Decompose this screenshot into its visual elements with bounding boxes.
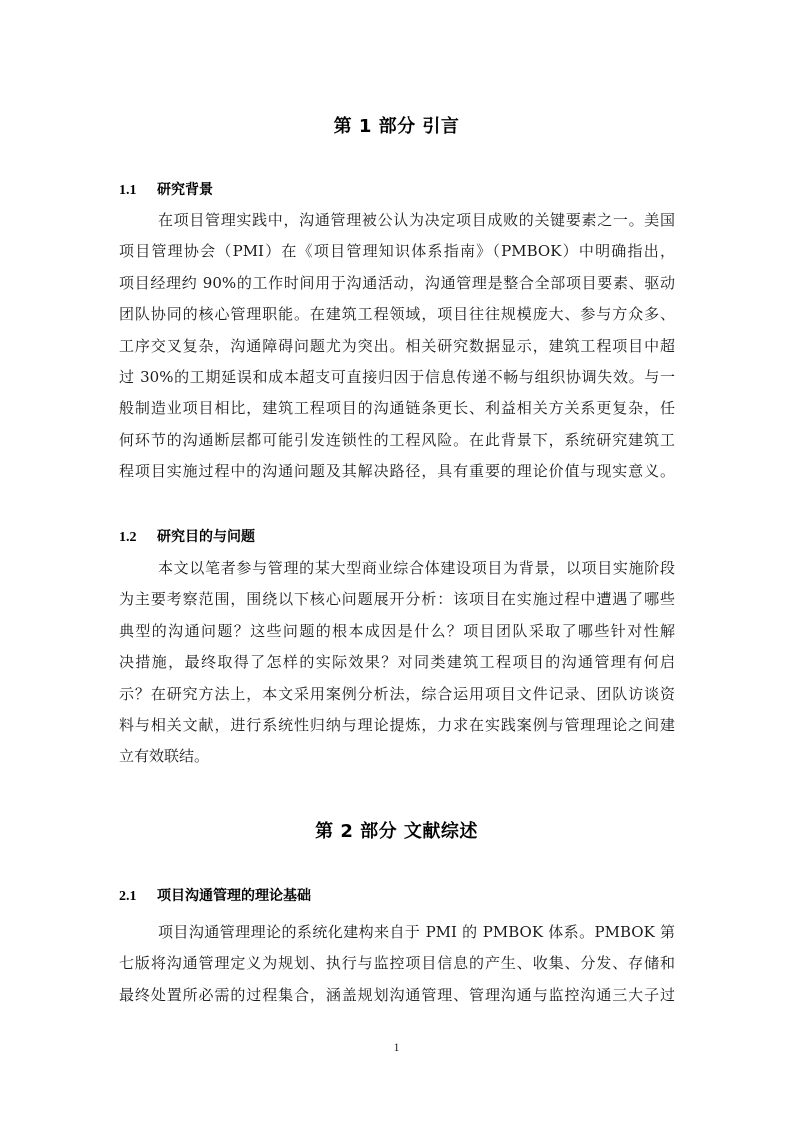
section-1-2-heading [119, 527, 255, 548]
paragraph-line: 立有效联结。 [119, 747, 210, 766]
paragraph-line: 程项目实施过程中的沟通问题及其解决路径，具有重要的理论价值与现实意义。 [119, 462, 675, 481]
paragraph-line: 过 30%的工期延误和成本超支可直接归因于信息传递不畅与组织协调失效。与一 [119, 367, 675, 386]
section-title: 项目沟通管理的理论基础 [157, 888, 311, 904]
chapter-1-title: 第 1 部分 引言 [333, 116, 460, 137]
paragraph-line: 项目经理约 90%的工作时间用于沟通活动，沟通管理是整合全部项目要素、驱动 [119, 273, 675, 292]
paragraph-line: 般制造业项目相比，建筑工程项目的沟通链条更长、利益相关方关系更复杂，任 [119, 399, 675, 418]
section-1-2-paragraph [119, 553, 675, 773]
paragraph-line: 项目管理协会（PMI）在《项目管理知识体系指南》（PMBOK）中明确指出， [119, 242, 675, 261]
section-2-1-heading [119, 886, 311, 907]
section-title: 研究目的与问题 [157, 529, 255, 545]
paragraph-line: 在项目管理实践中，沟通管理被公认为决定项目成败的关键要素之一。美国 [158, 211, 675, 229]
section-number: 2.1 [119, 889, 137, 904]
paragraph-line: 料与相关文献，进行系统性归纳与理论提炼，力求在实践案例与管理理论之间建 [119, 715, 675, 734]
section-number: 1.2 [119, 530, 137, 545]
paragraph-line: 为主要考察范围，围绕以下核心问题展开分析：该项目在实施过程中遭遇了哪些 [119, 590, 675, 609]
paragraph-line: 本文以笔者参与管理的某大型商业综合体建设项目为背景，以项目实施阶段 [158, 559, 675, 577]
paragraph-line: 最终处置所必需的过程集合，涵盖规划沟通管理、管理沟通与监控沟通三大子过 [119, 985, 675, 1004]
paragraph-line: 项目沟通管理理论的系统化建构来自于 PMI 的 PMBOK 体系。PMBOK 第 [158, 923, 675, 941]
paragraph-line: 团队协同的核心管理职能。在建筑工程领域，项目往往规模庞大、参与方众多、 [119, 305, 675, 324]
page-number: 1 [393, 1040, 400, 1054]
section-number: 1.1 [119, 183, 137, 198]
paragraph-line: 工序交叉复杂，沟通障碍问题尤为突出。相关研究数据显示，建筑工程项目中超 [119, 336, 675, 355]
paragraph-line: 示？在研究方法上，本文采用案例分析法，综合运用项目文件记录、团队访谈资 [119, 684, 675, 703]
section-1-1-heading [119, 180, 213, 201]
section-1-1-paragraph [119, 205, 675, 488]
paragraph-line: 决措施，最终取得了怎样的实际效果？对同类建筑工程项目的沟通管理有何启 [119, 653, 675, 672]
section-title: 研究背景 [157, 182, 213, 198]
paragraph-line: 七版将沟通管理定义为规划、执行与监控项目信息的产生、收集、分发、存储和 [119, 954, 675, 973]
paragraph-line: 典型的沟通问题？这些问题的根本成因是什么？项目团队采取了哪些针对性解 [119, 621, 675, 640]
paragraph-line: 何环节的沟通断层都可能引发连锁性的工程风险。在此背景下，系统研究建筑工 [119, 430, 675, 449]
chapter-2-title: 第 2 部分 文献综述 [315, 821, 478, 842]
section-2-1-paragraph [119, 917, 675, 1011]
